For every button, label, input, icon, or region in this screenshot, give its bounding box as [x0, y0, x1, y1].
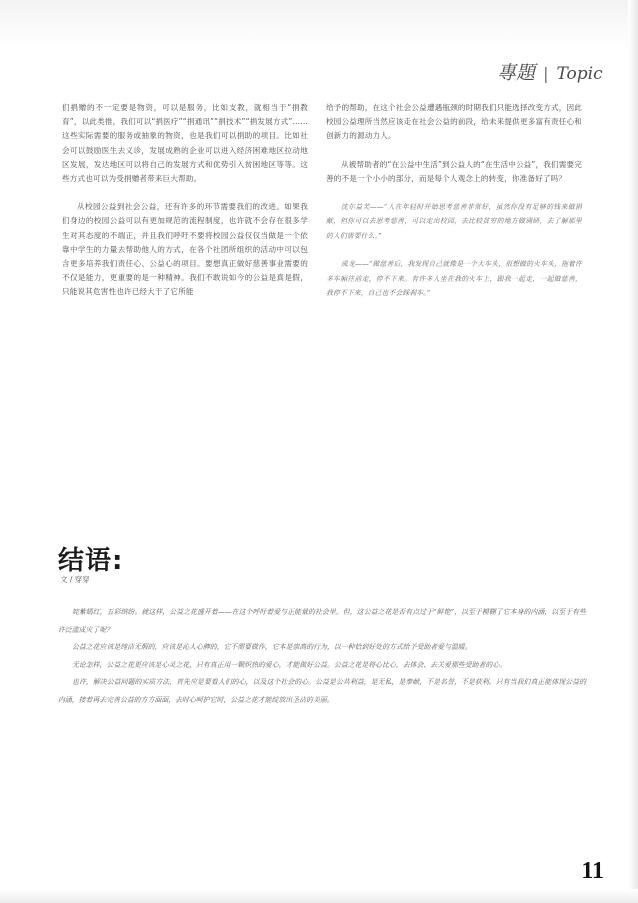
conclusion-title: 结语: — [58, 546, 124, 576]
conclusion-paragraph-1: 姹紫嫣红，五彩缤纷。就这样，公益之花盛开着——在这个呼吁着爱与正能量的社会里。但，这公益之花是否有点过于“鲜艳”，以至于模糊了它本身的内涵，以至于有些许泛滥成灾了呢？ — [58, 608, 586, 634]
scan-top-margin — [0, 0, 638, 50]
right-column — [326, 101, 582, 300]
left-paragraph-2: 从校园公益到社会公益，还有许多的环节需要我们的改进。如果我们身边的校园公益可以有更加规范的流程制度，也许就不会存在很多学生对其态度的不端正，并且我们呼吁不要将校园公益仅仅当做是一个依靠中学生的力量去帮助他人的方式，在各个社团所组织的活动中可以包含更多培养我们责任心、公益心的项目。要想真正做好慈善事业需要的不仅是能力，更重要的是一种精神。我们不敢说如今的公益是真是假，只能说其危害性也许已经大于了它所能 — [62, 202, 308, 297]
topic-cn: 專題 — [497, 62, 536, 84]
page-number: 11 — [581, 858, 604, 884]
scan-bottom-margin — [0, 889, 638, 903]
right-paragraph-2: 从被帮助者的“在公益中生活”到公益人的“在生活中公益”，我们需要完善的不是一个小小的部分，而是每个人观念上的转变，你准备好了吗？ — [326, 159, 582, 183]
quote-1: 沈尔益芙——“人在年轻时开始思考慈善非常好，虽然你没有足够的钱来做捐献，但你可以去思考慈善，可以走出校园，去比较贫穷的地方做调研，去了解那里的人们需要什么。” — [326, 203, 582, 240]
quote-2: 成龙——“做慈善后，我发现自己就像是一个大车头，很想做的火车头，拖着许多车厢往前走，停不下来。有许多人坐在我的火车上，跟我一起走，一起做慈善，我停不下来，自己也不会踩刹车。” — [326, 260, 582, 298]
conclusion-byline: 文 / 穿穿 — [60, 575, 90, 584]
header-separator: | — [543, 64, 549, 83]
conclusion-paragraph-4: 也许，解决公益问题的实质方法，首先应是要看人们的心，以及这个社会的心。公益是公共利益，是无私，是奉献，不是名誉，不是获利。只有当我们真正能体现公益的内涵，接着再去完善公益的方方面面，去时心呵护它时，公益之花才能绽放出圣洁的美丽。 — [58, 678, 586, 704]
right-paragraph-1: 给予的帮助，在这个社会公益遭遇瓶颈的时期我们只能选择改变方式，因此校园公益理所当然应该走在社会公益的前段，给未来提供更多富有责任心和创新力的源动力人。 — [326, 103, 582, 141]
page-edge-shadow — [628, 0, 638, 903]
section-header — [497, 58, 603, 85]
conclusion-body — [58, 604, 586, 709]
left-paragraph-1: 们捐赠的不一定要是物资，可以是服务，比如支教，就相当于“捐教育”，以此类推，我们可以“捐医疗”“捐通讯”“捐技术”“捐发展方式”……这些实际需要的服务或抽象的物资，也是我们可以捐助的项目。比如社会可以鼓励医生去义诊，发展成熟的企业可以进入经济困难地区拉动地区发展，发达地区可以将自己的发展方式和优势引入贫困地区等等。这些方式也可以为受捐赠者带来巨大帮助。 — [62, 103, 308, 184]
topic-en: Topic — [556, 64, 603, 84]
left-column — [62, 101, 308, 300]
conclusion-paragraph-2: 公益之花应该是纯洁无瑕的，应该是沁人心脾的，它不需要做作，它本是崇高的行为，以一种恰到好处的方式给予受助者爱与温暖。 — [72, 643, 472, 651]
conclusion-paragraph-3: 无论怎样，公益之花更应该是心灵之花，只有真正用一颗炽热的爱心，才能做好公益。公益之花是将心比心，去体会、去关爱那些受助者的心。 — [72, 660, 507, 669]
